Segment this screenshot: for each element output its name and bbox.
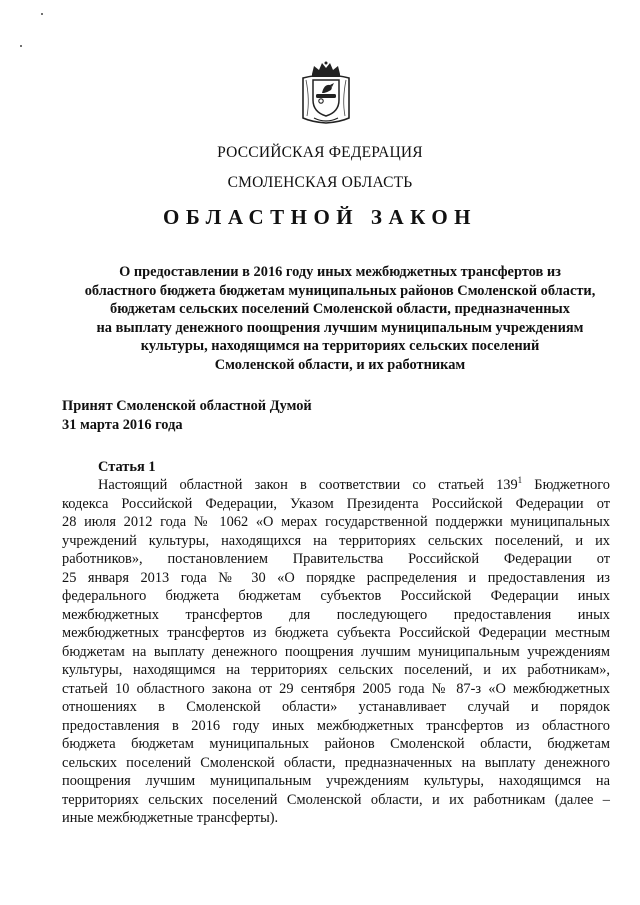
article-text: Бюджетного (522, 477, 610, 493)
article-heading: Статья 1 (98, 459, 156, 475)
article-line: федерального бюджета бюджетам субъектов Российской Федерации иных (62, 588, 610, 604)
law-title-line: Смоленской области, и их работникам (214, 356, 466, 373)
adoption-date: 31 марта 2016 года (62, 416, 183, 433)
article-line: культуры, находящимся на территориях сельских поселений, и их работникам», (62, 662, 610, 678)
article-line: территориях сельских поселений Смоленской области, и их работникам (далее – (62, 791, 610, 808)
article-line: 28 июля 2012 года № 1062 «О мерах государственной поддержки муниципальных (62, 514, 610, 530)
law-title (60, 263, 620, 374)
adoption-note (62, 397, 312, 434)
article-line: статьей 10 областного закона от 29 сентября 2005 года № 87-з «О межбюджетных (62, 680, 610, 697)
article-line: 25 января 2013 года № 30 «О порядке распределения и предоставления из (62, 569, 610, 586)
article-line: бюджетам на выплату денежного поощрения лучшим муниципальным учреждениям (62, 643, 610, 660)
law-title-line: областного бюджета бюджетам муниципальных районов Смоленской области, (84, 282, 596, 299)
article-body (62, 476, 610, 828)
article-line: учреждений культуры, находящихся на территориях сельских поселений, и их (62, 532, 610, 549)
law-title-line: бюджетам сельских поселений Смоленской области, предназначенных (110, 301, 570, 317)
article-line: иные межбюджетные трансферты). (62, 810, 279, 826)
article-line: поощрения лучшим муниципальным учреждениям культуры, находящимся на (62, 773, 610, 789)
article-text: Настоящий областной закон в соответствии со статьей 139 (98, 477, 518, 493)
article-line: работников», постановлением Правительства Российской Федерации от (62, 551, 610, 567)
law-title-line: на выплату денежного поощрения лучшим муниципальным учреждениям (96, 319, 584, 336)
adoption-body: Принят Смоленской областной Думой (62, 398, 312, 414)
region-name: СМОЛЕНСКАЯ ОБЛАСТЬ (227, 174, 413, 191)
law-title-line: культуры, находящимся на территориях сельских поселений (140, 338, 540, 354)
article-line: бюджета бюджетам муниципальных районов Смоленской области, бюджетам (62, 736, 610, 752)
article-line: отношениях в Смоленской области» устанавливает случай и порядок (62, 699, 610, 715)
article-line: межбюджетных трансфертов для последующего предоставления иных (62, 606, 610, 623)
article-line: межбюджетных трансфертов из бюджета субъекта Российской Федерации местным (62, 625, 610, 641)
article-line: кодекса Российской Федерации, Указом Президента Российской Федерации от (62, 495, 610, 512)
scan-speck (41, 13, 43, 15)
article-line: сельских поселений Смоленской области, предназначенных на выплату денежного (62, 754, 610, 771)
country-name: РОССИЙСКАЯ ФЕДЕРАЦИЯ (217, 144, 423, 161)
coat-of-arms-emblem (300, 60, 352, 124)
document-type: ОБЛАСТНОЙ ЗАКОН (162, 205, 477, 229)
article-footnote-sup: 1 (517, 475, 523, 485)
article-first-line (62, 476, 610, 495)
law-title-line: О предоставлении в 2016 году иных межбюджетных трансфертов из (119, 264, 561, 280)
scan-speck (20, 45, 22, 47)
article-line: предоставления в 2016 году иных межбюджетных трансфертов из областного (62, 717, 610, 734)
